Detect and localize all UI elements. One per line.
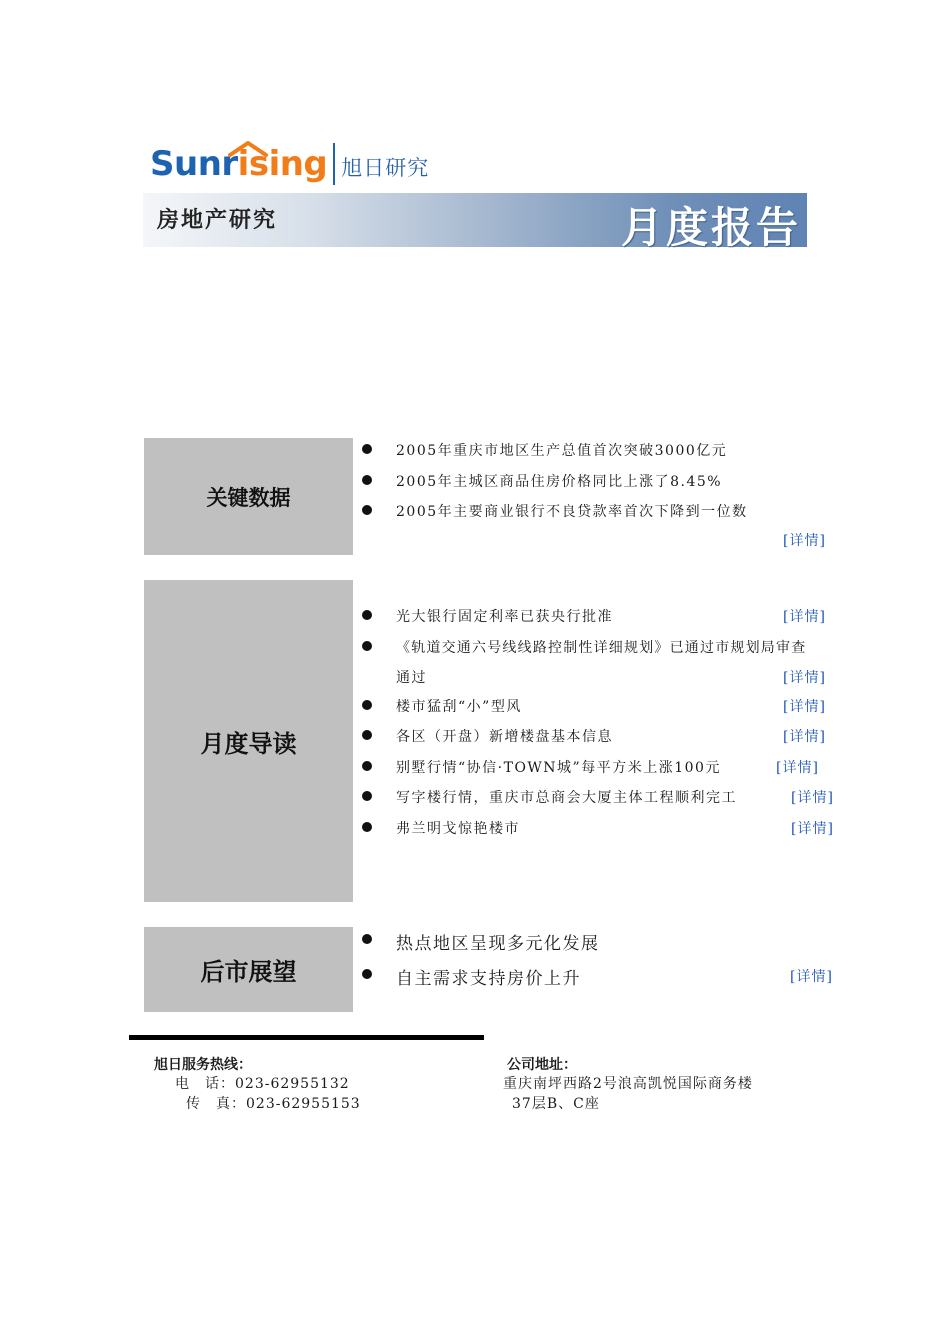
bullet-icon bbox=[362, 934, 372, 944]
bullet-icon bbox=[362, 475, 372, 485]
bullet-icon bbox=[362, 444, 372, 454]
detail-link[interactable]: [详情] bbox=[783, 670, 826, 686]
key-data-label: 关键数据 bbox=[144, 438, 353, 555]
key-data-section: 2005年重庆市地区生产总值首次突破3000亿元 2005年主城区商品住房价格同比上涨了8.45% 2005年主要商业银行不良贷款率首次下降到一位数 [详情] bbox=[362, 440, 862, 555]
outlook-label: 后市展望 bbox=[144, 927, 353, 1012]
logo-wordmark: Sunrising bbox=[150, 144, 327, 184]
house-roof-icon bbox=[228, 141, 268, 157]
sunrising-logo bbox=[150, 142, 429, 186]
monthly-guide-label: 月度导读 bbox=[144, 580, 353, 902]
hotline-title: 旭日服务热线： bbox=[154, 1057, 252, 1073]
detail-link[interactable]: [详情] bbox=[791, 821, 834, 837]
bullet-icon bbox=[362, 730, 372, 740]
outlook-section: 热点地区呈现多元化发展 自主需求支持房价上升 [详情] bbox=[362, 929, 862, 989]
phone-number: 电 话：023-62955132 bbox=[175, 1076, 350, 1092]
footer-divider bbox=[129, 1035, 484, 1040]
detail-link[interactable]: [详情] bbox=[791, 790, 834, 806]
detail-link[interactable]: [详情] bbox=[783, 699, 826, 715]
outlook-detail-link[interactable]: [详情] bbox=[790, 969, 833, 985]
bullet-icon bbox=[362, 761, 372, 771]
detail-link[interactable]: [详情] bbox=[783, 729, 826, 745]
bullet-icon bbox=[362, 505, 372, 515]
logo-divider bbox=[333, 143, 335, 185]
address-title: 公司地址： bbox=[507, 1057, 577, 1073]
detail-link[interactable]: [详情] bbox=[776, 760, 819, 776]
bullet-icon bbox=[362, 969, 372, 979]
address-line-2: 37层B、C座 bbox=[512, 1096, 600, 1112]
bullet-icon bbox=[362, 822, 372, 832]
banner-title: 月度报告 bbox=[620, 203, 801, 252]
bullet-icon bbox=[362, 791, 372, 801]
bullet-icon bbox=[362, 700, 372, 710]
key-data-detail-link[interactable]: [详情] bbox=[783, 533, 826, 549]
bullet-icon bbox=[362, 641, 372, 651]
report-banner bbox=[143, 193, 807, 252]
monthly-guide-section: 光大银行固定利率已获央行批准 [详情] 《轨道交通六号线线路控制性详细规划》已通过市规划局审查 通过 [详情] 楼市猛刮“小”型风 [详情] 各区（开盘）新增楼盘基本信息 [详情] 别墅行情“协信·TOWN城”每平方米上涨100元 [详情] 写字楼行情，重庆市总商会大厦主体工程顺利完工 [详情] 弗兰明戈惊艳楼市 [详情] bbox=[362, 606, 862, 846]
fax-number: 传 真：023-62955153 bbox=[186, 1096, 361, 1112]
banner-subtitle: 房地产研究 bbox=[157, 208, 278, 233]
bullet-icon bbox=[362, 610, 372, 620]
logo-chinese-name: 旭日研究 bbox=[341, 156, 430, 180]
detail-link[interactable]: [详情] bbox=[783, 609, 826, 625]
address-line-1: 重庆南坪西路2号浪高凯悦国际商务楼 bbox=[503, 1076, 753, 1092]
